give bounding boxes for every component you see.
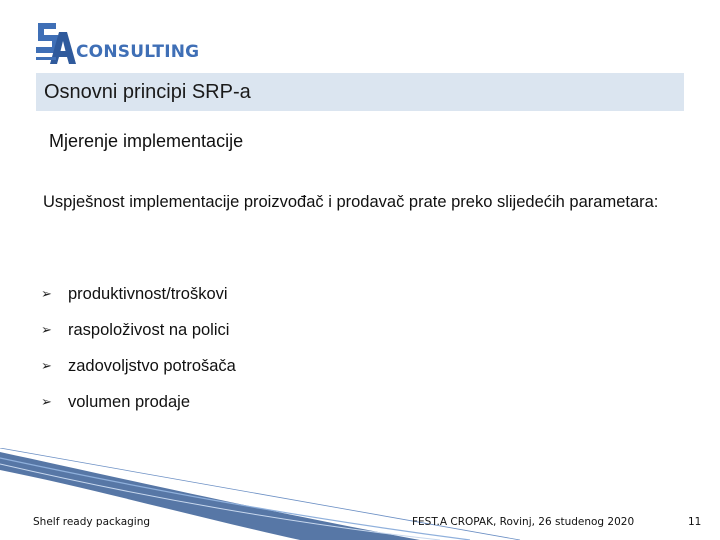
footer-event-text: FEST.A CROPAK, Rovinj, 26 studenog 2020 xyxy=(412,516,635,528)
slide-title: Osnovni principi SRP-a xyxy=(44,80,251,103)
arrow-bullet-icon: ➢ xyxy=(41,358,52,374)
bullet-item xyxy=(41,276,236,312)
logo-text: CONSULTING xyxy=(76,42,200,62)
arrow-bullet-icon: ➢ xyxy=(41,286,52,302)
page-number: 11 xyxy=(688,516,702,528)
intro-paragraph: Uspješnost implementacije proizvođač i prodavač prate preko slijedećih parametara: xyxy=(43,193,659,211)
bullet-list xyxy=(41,276,236,420)
bullet-text: volumen prodaje xyxy=(68,392,190,411)
slide-subtitle: Mjerenje implementacije xyxy=(49,131,244,151)
footer-left-text: Shelf ready packaging xyxy=(33,516,151,528)
company-logo xyxy=(34,20,200,66)
arrow-bullet-icon: ➢ xyxy=(41,322,52,338)
arrow-bullet-icon: ➢ xyxy=(41,394,52,410)
bullet-text: raspoloživost na polici xyxy=(68,320,230,339)
bullet-item xyxy=(41,384,236,420)
bullet-item xyxy=(41,312,236,348)
bullet-item xyxy=(41,348,236,384)
bullet-text: produktivnost/troškovi xyxy=(68,284,228,303)
sa-logo-mark-icon xyxy=(34,20,80,66)
bullet-text: zadovoljstvo potrošača xyxy=(68,356,236,375)
title-bar xyxy=(36,73,684,111)
